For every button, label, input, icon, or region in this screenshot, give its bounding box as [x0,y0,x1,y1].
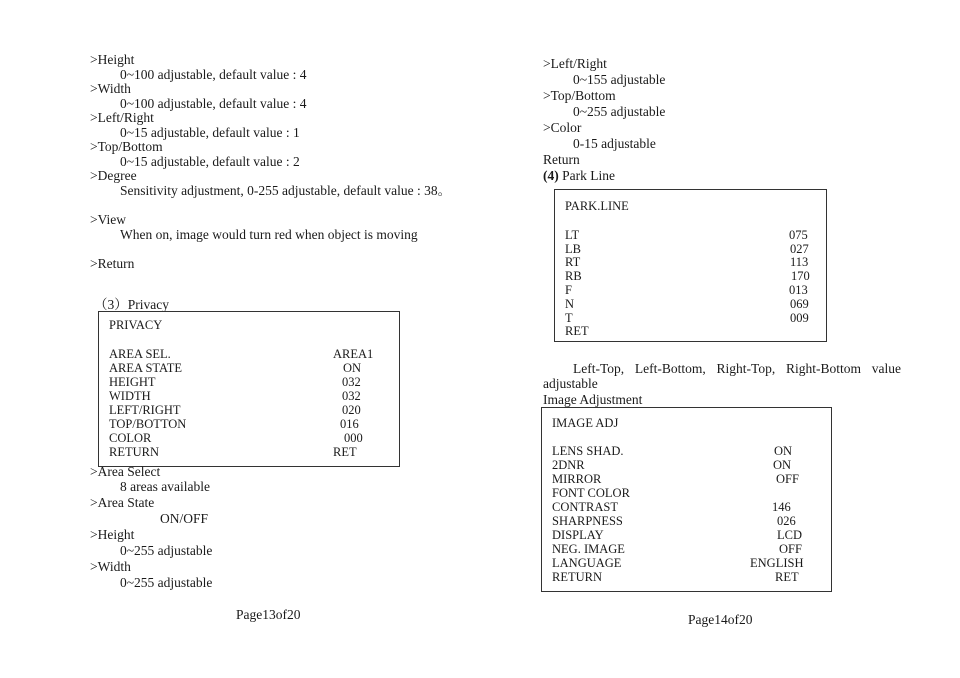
park-row: T 009 [565,311,809,325]
height2-label: >Height [90,527,135,542]
degree-desc: Sensitivity adjustment, 0-255 adjustable, default value : 38。 [120,183,452,198]
privacy-row: WIDTH 032 [109,389,361,403]
width2-label: >Width [90,559,131,574]
color-desc: 0-15 adjustable [573,136,656,151]
area-select-desc: 8 areas available [120,479,210,494]
area-select-label: >Area Select [90,464,161,479]
image-adj-row: MIRROR OFF [552,472,799,486]
height2-desc: 0~255 adjustable [120,543,213,558]
width-label: >Width [90,81,131,96]
view-label: >View [90,212,127,227]
privacy-row: RETURN RET [109,445,357,459]
height-desc: 0~100 adjustable, default value : 4 [120,67,307,82]
privacy-row: TOP/BOTTON 016 [109,417,359,431]
image-adj-row: NEG. IMAGE OFF [552,542,802,556]
page-number-left: Page13of20 [236,607,301,622]
privacy-row: AREA SEL. AREA1 [109,347,374,361]
privacy-menu-title: PRIVACY [109,318,163,332]
image-adj-row: DISPLAY LCD [552,528,802,542]
topbottom-label: >Top/Bottom [543,88,616,103]
park-line-menu-title: PARK.LINE [565,199,629,213]
page-number-right: Page14of20 [688,612,753,627]
image-adjustment-heading: Image Adjustment [543,392,643,407]
image-adj-row: FONT COLOR [552,486,630,500]
height-label: >Height [90,52,135,67]
park-row: RT 113 [565,255,809,269]
privacy-row: AREA STATE ON [109,361,362,375]
width2-desc: 0~255 adjustable [120,575,213,590]
park-row: LB 027 [565,242,809,256]
return-label: >Return [90,256,135,271]
image-adj-row: RETURN RET [552,570,799,584]
park-line-menu-box [554,189,827,342]
leftright-desc: 0~155 adjustable [573,72,666,87]
park-row: N 069 [565,297,809,311]
park-line-desc: Left-Top, Left-Bottom, Right-Top, Right-Bottom value adjustable [543,361,901,391]
image-adj-row: 2DNR ON [552,458,792,472]
degree-label: >Degree [90,168,137,183]
privacy-row: HEIGHT 032 [109,375,361,389]
image-adj-row: LANGUAGE ENGLISH [552,556,804,570]
topbottom-desc: 0~15 adjustable, default value : 2 [120,154,300,169]
park-row: F 013 [565,283,808,297]
return-label: Return [543,152,580,167]
image-adj-menu-title: IMAGE ADJ [552,416,619,430]
width-desc: 0~100 adjustable, default value : 4 [120,96,307,111]
topbottom-desc: 0~255 adjustable [573,104,666,119]
privacy-heading: （3）Privacy [94,297,169,312]
park-row: RB 170 [565,269,810,283]
image-adj-row: CONTRAST 146 [552,500,791,514]
leftright-label: >Left/Right [543,56,607,71]
image-adj-menu-box [541,407,832,592]
leftright-label: >Left/Right [90,110,154,125]
area-state-desc: ON/OFF [160,511,209,526]
privacy-row: COLOR 000 [109,431,363,445]
leftright-desc: 0~15 adjustable, default value : 1 [120,125,300,140]
image-adj-row: LENS SHAD. ON [552,444,793,458]
park-line-heading: (4) Park Line [543,168,615,183]
view-desc: When on, image would turn red when object is moving [120,227,418,242]
park-row: RET [565,324,589,338]
image-adj-row: SHARPNESS 026 [552,514,796,528]
park-row: LT 075 [565,228,808,242]
topbottom-label: >Top/Bottom [90,139,163,154]
color-label: >Color [543,120,582,135]
privacy-row: LEFT/RIGHT 020 [109,403,361,417]
area-state-label: >Area State [90,495,155,510]
privacy-menu-box [98,311,400,467]
